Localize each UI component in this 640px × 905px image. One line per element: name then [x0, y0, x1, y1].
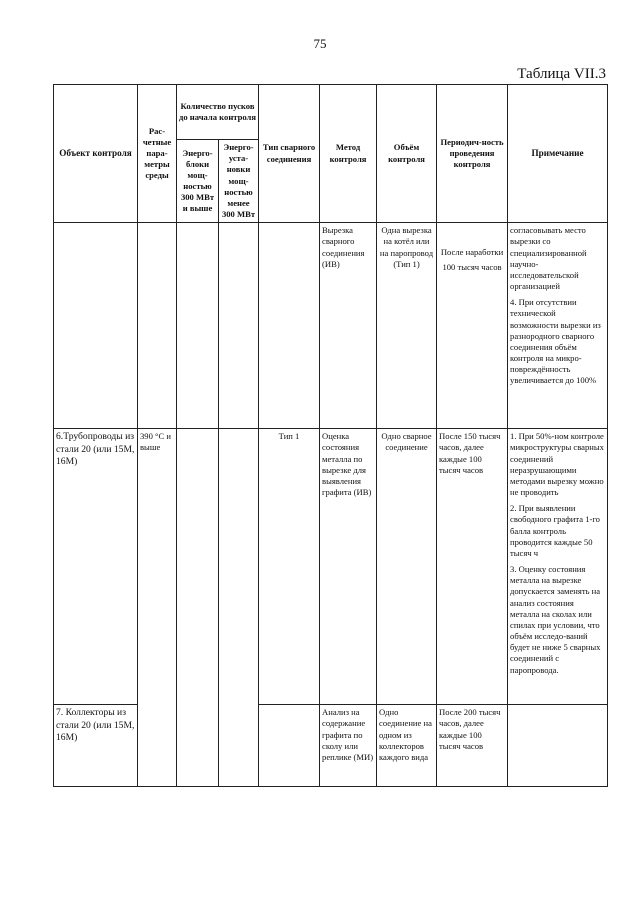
- header-method: Метод контроля: [320, 85, 377, 223]
- row-volume: Одно сварное соединение: [377, 429, 437, 705]
- row-note-3: 3. Оценку состояния металла на вырезке допускается заменять на анализ состояния металла на сколах или спилах при условии, что объём исследо-ваний будет не ниже 5 сварных соединений с паропровода.: [510, 564, 601, 675]
- control-table: [53, 84, 608, 787]
- table-row: [54, 429, 608, 705]
- row-starts-units: [219, 429, 259, 787]
- row-weld-type: [259, 705, 320, 787]
- header-starts-group: Количество пусков до начала контроля: [177, 85, 259, 140]
- row-period-line-1: После наработки: [440, 247, 504, 258]
- header-energy-units: Энерго-уста-новки мощ-ностью менее 300 МВт: [219, 140, 259, 223]
- row-object: 6.Трубопроводы из стали 20 (или 15М, 16М): [54, 429, 138, 705]
- row-starts-units: [219, 223, 259, 429]
- row-note: [508, 705, 608, 787]
- row-weld-type: [259, 223, 320, 429]
- row-method: Вырезка сварного соединения (ИВ): [320, 223, 377, 429]
- header-note: Примечание: [508, 85, 608, 223]
- row-params: [138, 223, 177, 429]
- header-weld-type: Тип сварного соединения: [259, 85, 320, 223]
- row-object: [54, 223, 138, 429]
- row-note: [508, 223, 608, 429]
- header-object: Объект контроля: [54, 85, 138, 223]
- row-note-2: 2. При выявлении свободного графита 1-го балла контроль проводится каждые 50 тысяч ч: [510, 503, 600, 558]
- row-note: [508, 429, 608, 705]
- row-method: Оценка состояния металла по вырезке для выявления графита (ИВ): [320, 429, 377, 705]
- row-note-1: 1. При 50%-ном контроле микроструктуры сварных соединений неразрушающими методами вырезку можно не проводить: [510, 431, 604, 498]
- row-note-1: согласовывать место вырезки со специализированной научно-исследовательской организацией: [510, 225, 587, 292]
- row-method: Анализ на содержание графита по сколу или реплике (МИ): [320, 705, 377, 787]
- row-period-line-2: 100 тысяч часов: [442, 262, 502, 273]
- row-period: [437, 223, 508, 429]
- header-period: Периодич-ность проведения контроля: [437, 85, 508, 223]
- header-params: Рас-четные пара-метры среды: [138, 85, 177, 223]
- row-weld-type: Тип 1: [259, 429, 320, 705]
- table-row: [54, 705, 608, 787]
- row-starts-blocks: [177, 429, 219, 787]
- row-volume: Одна вырезка на котёл или на паропровод (Тип 1): [377, 223, 437, 429]
- page-number: 75: [313, 36, 327, 51]
- table-row: [54, 223, 608, 429]
- header-volume: Объём контроля: [377, 85, 437, 223]
- row-starts-blocks: [177, 223, 219, 429]
- header-energy-blocks: Энерго-блоки мощ-ностью 300 МВт и выше: [177, 140, 219, 223]
- row-period: После 150 тысяч часов, далее каждые 100 тысяч часов: [437, 429, 508, 705]
- table-caption: Таблица VII.3: [517, 66, 606, 82]
- row-params: 390 °С и выше: [138, 429, 177, 787]
- row-volume: Одно соединение на одном из коллекторов каждого вида: [377, 705, 437, 787]
- row-object: 7. Коллекторы из стали 20 (или 15М, 16М): [54, 705, 138, 787]
- row-note-2: 4. При отсутствии технической возможности вырезки из разнородного сварного соединения объём контроля на микро-повреждённость увеличивается до 100%: [510, 297, 601, 386]
- row-period: После 200 тысяч часов, далее каждые 100 тысяч часов: [437, 705, 508, 787]
